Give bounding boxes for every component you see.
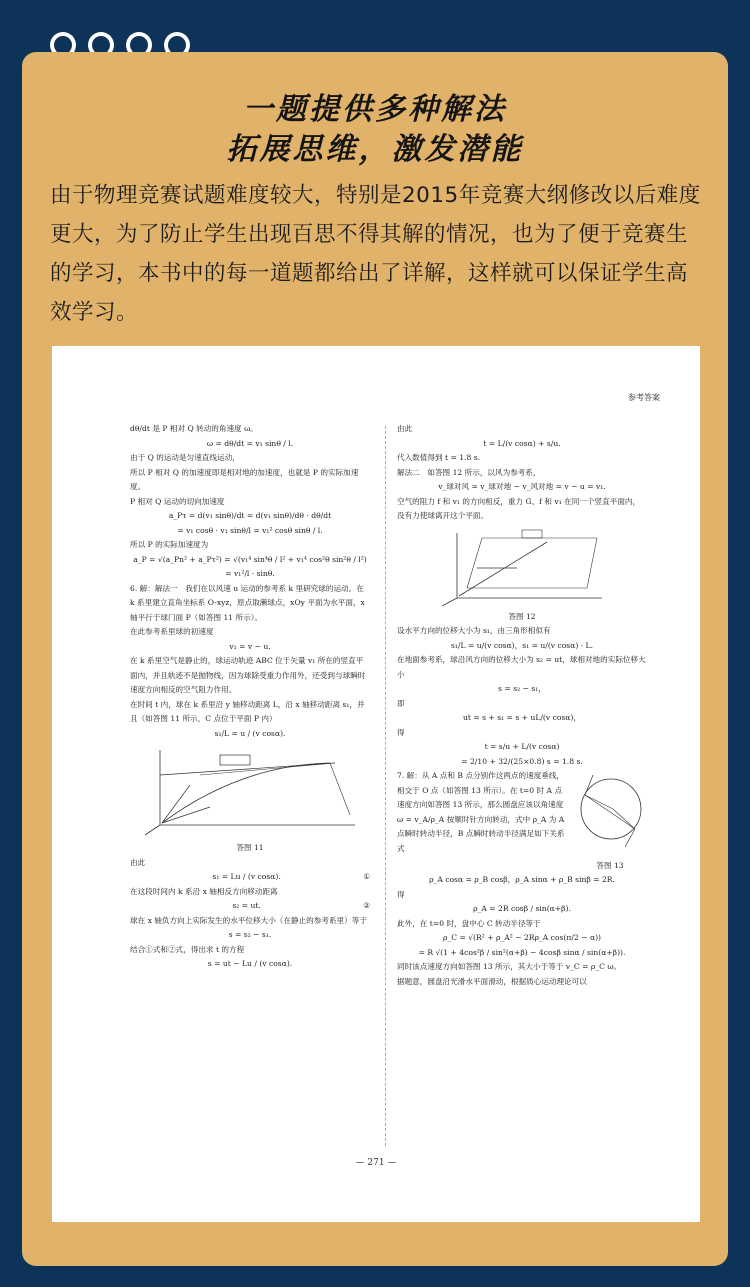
text-line: 在地面参考系，球沿风方向的位移大小为 s₂ = ut，球相对地的实际位移大小: [397, 655, 646, 679]
equation: = R √(1 + 4cos²β / sin²(α+β) − 4cosβ sinα / sin(α+β)).: [418, 947, 626, 957]
equation-text: s₁ = Lu / (v cosα).: [212, 872, 281, 881]
text-line: 在这段时间内 k 系沿 x 轴相反方向移动距离: [130, 886, 278, 896]
equation: [130, 870, 370, 885]
equation: s₁/L = u / (v cosα).: [214, 728, 286, 738]
text-line: 代入数值得到 t = 1.8 s.: [397, 453, 481, 462]
text-line: 解法二 如答图 12 所示，以风为参考系，: [397, 467, 541, 477]
equation: t = s/u + L/(v cosα): [484, 742, 560, 751]
text-line: 结合①式和②式，得出求 t 的方程: [130, 944, 245, 954]
equation: = v₁ cosθ · v₁ sinθ/l = v₁² cosθ sinθ / l.: [177, 525, 323, 535]
figure-12-diagram: [437, 528, 607, 606]
right-column: [397, 422, 647, 989]
equation: a_P = √(a_Pn² + a_Pτ²) = √(v₁⁴ sin⁴θ / l² + v₁⁴ cos²θ sin²θ / l²): [133, 554, 367, 564]
text-line: 由此: [397, 424, 413, 433]
text-line: 在 k 系里空气是静止的，球运动轨迹 ABC 位于矢量 v₁ 所在的竖直平面内，并且轨迹不是抛物线，因为球除受重力作用外，还受到与球瞬时速度方向相反的空气阻力作用。: [130, 656, 366, 694]
equation: ρ_C = √(R² + ρ_A² − 2Rρ_A cos(π/2 − α)): [442, 933, 601, 942]
equation: s₁/L = u/(v cosα)，s₁ = u/(v cosα) · L.: [450, 640, 593, 650]
headline-line-2: 拓展思维，激发潜能: [226, 132, 524, 167]
equation-text: s₂ = ut.: [232, 901, 261, 910]
text-line: 球在 x 轴负方向上实际发生的水平位移大小（在静止的参考系里）等于: [130, 915, 367, 925]
headline-line-1: 一题提供多种解法: [243, 92, 507, 127]
equation: [130, 899, 370, 914]
text-line: P 相对 Q 运动的切向加速度: [130, 496, 225, 506]
figure-13-wrap: [573, 769, 647, 873]
text-line: 同时该点速度方向如答图 13 所示，其大小于等于 v_C = ρ_C ω。: [397, 962, 622, 971]
text-line: 据题意，圆盘沿光滑水平面滑动，根据质心运动理论可以: [397, 976, 587, 986]
text-line: 由于 Q 的运动是匀速直线运动，: [130, 453, 240, 462]
text-line: 在此参考系里球的初速度: [130, 627, 214, 636]
text-line: 空气的阻力 f 和 v₁ 的方向相反，重力 G、f 和 v₁ 在同一个竖直平面内，没有力使球离开这个平面。: [397, 496, 641, 520]
text-line: 所以 P 的实际加速度为: [130, 540, 209, 549]
text-line: 设水平方向的位移大小为 s₁，由三角形相似有: [397, 626, 551, 635]
equation: ut = s + s₁ = s + uL/(v cosα)，: [462, 713, 581, 722]
text-line: 得: [397, 727, 405, 737]
equation: v₁ = v − u.: [229, 641, 271, 651]
equation-tag: ①: [363, 872, 370, 881]
running-head: 参考答案: [628, 393, 660, 402]
figure-caption: 答图 13: [596, 860, 624, 870]
figure-11-diagram: [140, 745, 360, 837]
text-line: 所以 P 相对 Q 的加速度即是相对地的加速度，也就是 P 的实际加速度。: [130, 467, 359, 491]
text-line: 7. 解：从 A 点和 B 点分别作这两点的速度垂线，相交于 O 点（如答图 13 所示）。在 t=0 时 A 点速度方向如答图 13 所示，那么圆盘应该以角速度 ω = v_A/ρ_A 按顺时针方向转动，式中 ρ_A 为 A 点瞬时转动半径，B 点瞬时转动半径满足如下关系式: [397, 771, 565, 853]
equation-tag: ②: [363, 901, 370, 910]
equation: a_Pτ = d(v₁ sinθ)/dt = d(v₁ sinθ)/dθ · dθ/dt: [168, 511, 332, 520]
page-number: — 271 —: [355, 1158, 397, 1168]
equation: ρ_A = 2R cosβ / sin(α+β).: [473, 904, 571, 913]
figure-caption: 答图 11: [236, 843, 264, 852]
equation: s = s₂ − s₁.: [228, 930, 272, 939]
text-line: 此外，在 t=0 时，盘中心 C 转动半径等于: [397, 918, 541, 928]
equation: ρ_A cosα = ρ_B cosβ，ρ_A sinα + ρ_B sinβ = 2R.: [429, 875, 615, 884]
equation: = v₁²/l · sinθ.: [225, 569, 275, 578]
equation: s = ut − Lu / (v cosα).: [207, 959, 293, 968]
figure-13-diagram: [573, 769, 647, 853]
equation: t = L/(v cosα) + s/u.: [483, 438, 561, 448]
text-line: 得: [397, 889, 405, 899]
equation: = 2/10 + 32/(25×0.8) s = 1.8 s.: [461, 756, 583, 766]
text-line: 6. 解：解法一 我们在以风速 u 运动的参考系 k 里研究球的运动。在 k 系里建立直角坐标系 O-xyz，原点取濑球点，xOy 平面为水平面，x 轴平行于球门面 P（如答图 11 所示）。: [130, 583, 365, 622]
text-line: 由此: [130, 857, 146, 867]
intro-paragraph: 由于物理竞赛试题难度较大，特别是2015年竞赛大纲修改以后难度更大，为了防止学生出现百思不得其解的情况，也为了便于竞赛生的学习，本书中的每一道题都给出了详解，这样就可以保证学生高效学习。: [50, 183, 701, 325]
column-divider: [385, 426, 386, 1146]
text-line: dθ/dt 是 P 相对 Q 转动的角速度 ω。: [130, 424, 258, 433]
text-line: 在时间 t 内，球在 k 系里沿 y 轴移动距离 L，沿 x 轴移动距离 s₁，并且（如答图 11 所示，C 点位于平面 P 内）: [130, 699, 365, 723]
problem-7-block: [397, 769, 647, 873]
book-page-scan: [52, 346, 700, 1222]
left-column: [130, 422, 370, 972]
equation: s = s₂ − s₁，: [498, 684, 546, 693]
figure-caption: 答图 12: [508, 611, 536, 621]
equation: ω = dθ/dt = v₁ sinθ / l.: [206, 438, 294, 448]
equation: v_球对风 = v_球对地 − v_风对地 = v − u = v₁.: [438, 482, 606, 491]
text-line: 即: [397, 698, 405, 708]
